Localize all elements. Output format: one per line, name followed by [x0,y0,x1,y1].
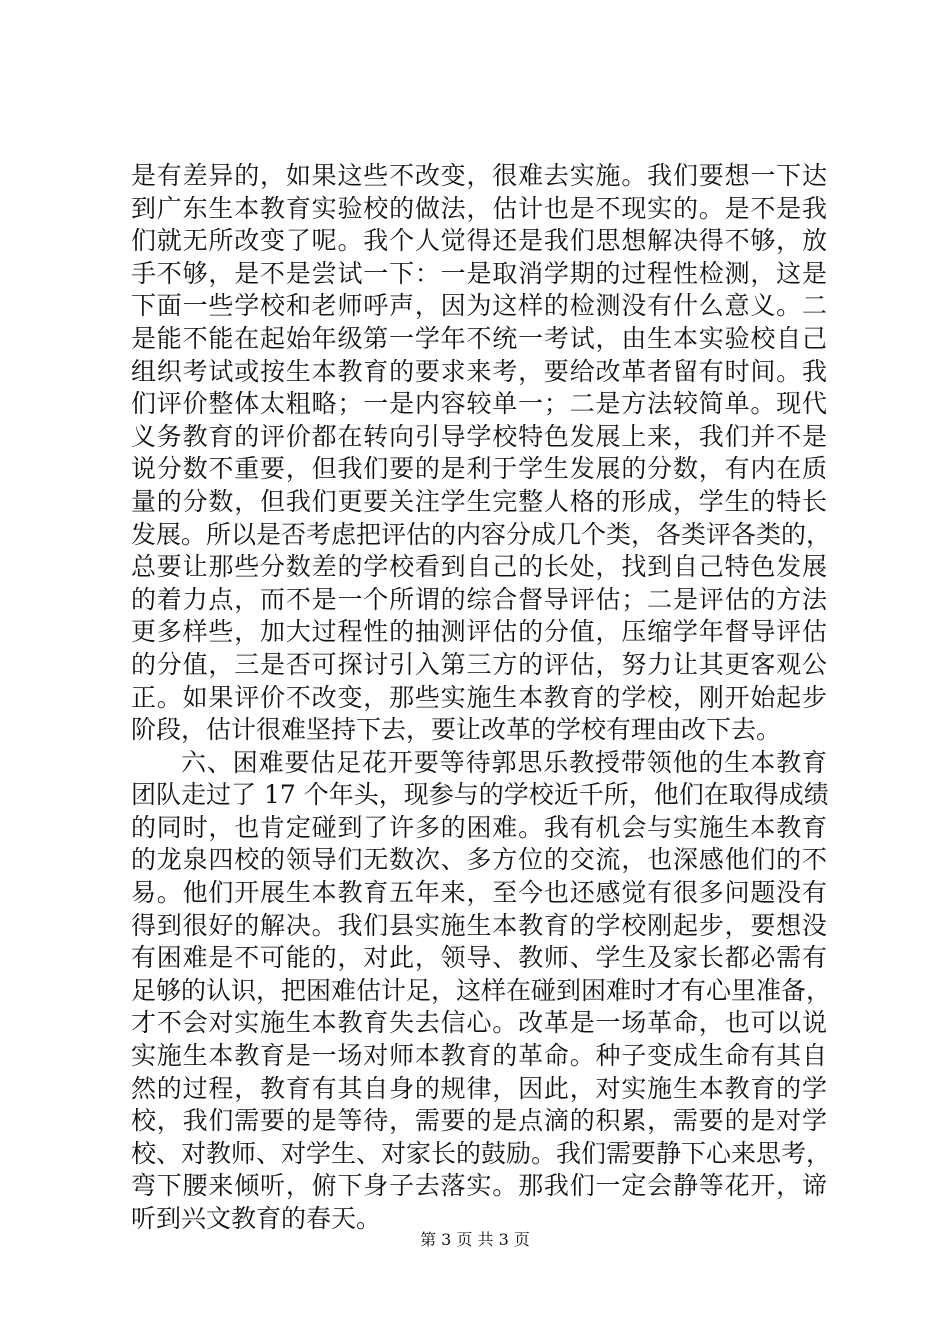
text-line: 的分值，三是否可探讨引入第三方的评估，努力让其更客观公 [131,649,827,679]
text-line: 校、对教师、对学生、对家长的鼓励。我们需要静下心来思考， [131,1138,832,1168]
text-line: 才不会对实施生本教育失去信心。改革是一场革命，也可以说 [131,1008,827,1038]
text-line: 的同时，也肯定碰到了许多的困难。我有机会与实施生本教育 [131,812,827,842]
text-line: 们就无所改变了呢。我个人觉得还是我们思想解决得不够，放 [131,226,827,256]
text-line: 量的分数，但我们更要关注学生完整人格的形成，学生的特长 [131,486,827,516]
text-line: 下面一些学校和老师呼声，因为这样的检测没有什么意义。二 [131,291,827,321]
text-line: 组织考试或按生本教育的要求来考，要给改革者留有时间。我 [131,356,827,386]
text-line: 们评价整体太粗略；一是内容较单一；二是方法较简单。现代 [131,389,827,419]
text-line: 实施生本教育是一场对师本教育的革命。种子变成生命有其自 [131,1041,827,1071]
text-line: 得到很好的解决。我们县实施生本教育的学校刚起步，要想没 [131,910,827,940]
text-line: 正。如果评价不改变，那些实施生本教育的学校，刚开始起步 [131,682,827,712]
text-line: 易。他们开展生本教育五年来，至今也还感觉有很多问题没有 [131,878,827,908]
text-line: 然的过程，教育有其自身的规律，因此，对实施生本教育的学 [131,1073,827,1103]
paragraph-end-line: 阶段，估计很难坚持下去，要让改革的学校有理由改下去。 [131,715,782,745]
text-line: 义务教育的评价都在转向引导学校特色发展上来，我们并不是 [131,421,827,451]
page-footer: 第 3 页 共 3 页 [420,1230,530,1249]
text-line: 弯下腰来倾听，俯下身子去落实。那我们一定会静等花开，谛 [131,1171,827,1201]
text-line: 的着力点，而不是一个所谓的综合督导评估；二是评估的方法 [131,584,827,614]
text-line: 说分数不重要，但我们要的是利于学生发展的分数，有内在质 [131,454,827,484]
paragraph-end-line: 听到兴文教育的春天。 [131,1204,382,1233]
text-line: 是有差异的，如果这些不改变，很难去实施。我们要想一下达 [131,161,827,190]
text-line: 更多样些，加大过程性的抽测评估的分值，压缩学年督导评估 [131,617,827,647]
body-text [131,160,832,1236]
text-line: 手不够，是不是尝试一下：一是取消学期的过程性检测，这是 [131,258,827,288]
text-line: 的龙泉四校的领导们无数次、多方位的交流，也深感他们的不 [131,845,827,875]
text-line: 团队走过了 17 个年头，现参与的学校近千所，他们在取得成绩 [131,780,829,810]
text-line: 有困难是不可能的，对此，领导、教师、学生及家长都必需有 [131,943,827,973]
text-line: 是能不能在起始年级第一学年不统一考试，由生本实验校自己 [131,323,827,353]
section-heading-line: 六、困难要估足花开要等待郭思乐教授带领他的生本教育 [181,747,827,777]
text-line: 校，我们需要的是等待，需要的是点滴的积累，需要的是对学 [131,1106,827,1136]
text-line: 到广东生本教育实验校的做法，估计也是不现实的。是不是我 [131,193,827,223]
text-line: 足够的认识，把困难估计足，这样在碰到困难时才有心里准备， [131,975,832,1005]
text-line: 总要让那些分数差的学校看到自己的长处，找到自己特色发展 [131,552,827,582]
text-line: 发展。所以是否考虑把评估的内容分成几个类，各类评各类的， [131,519,832,549]
